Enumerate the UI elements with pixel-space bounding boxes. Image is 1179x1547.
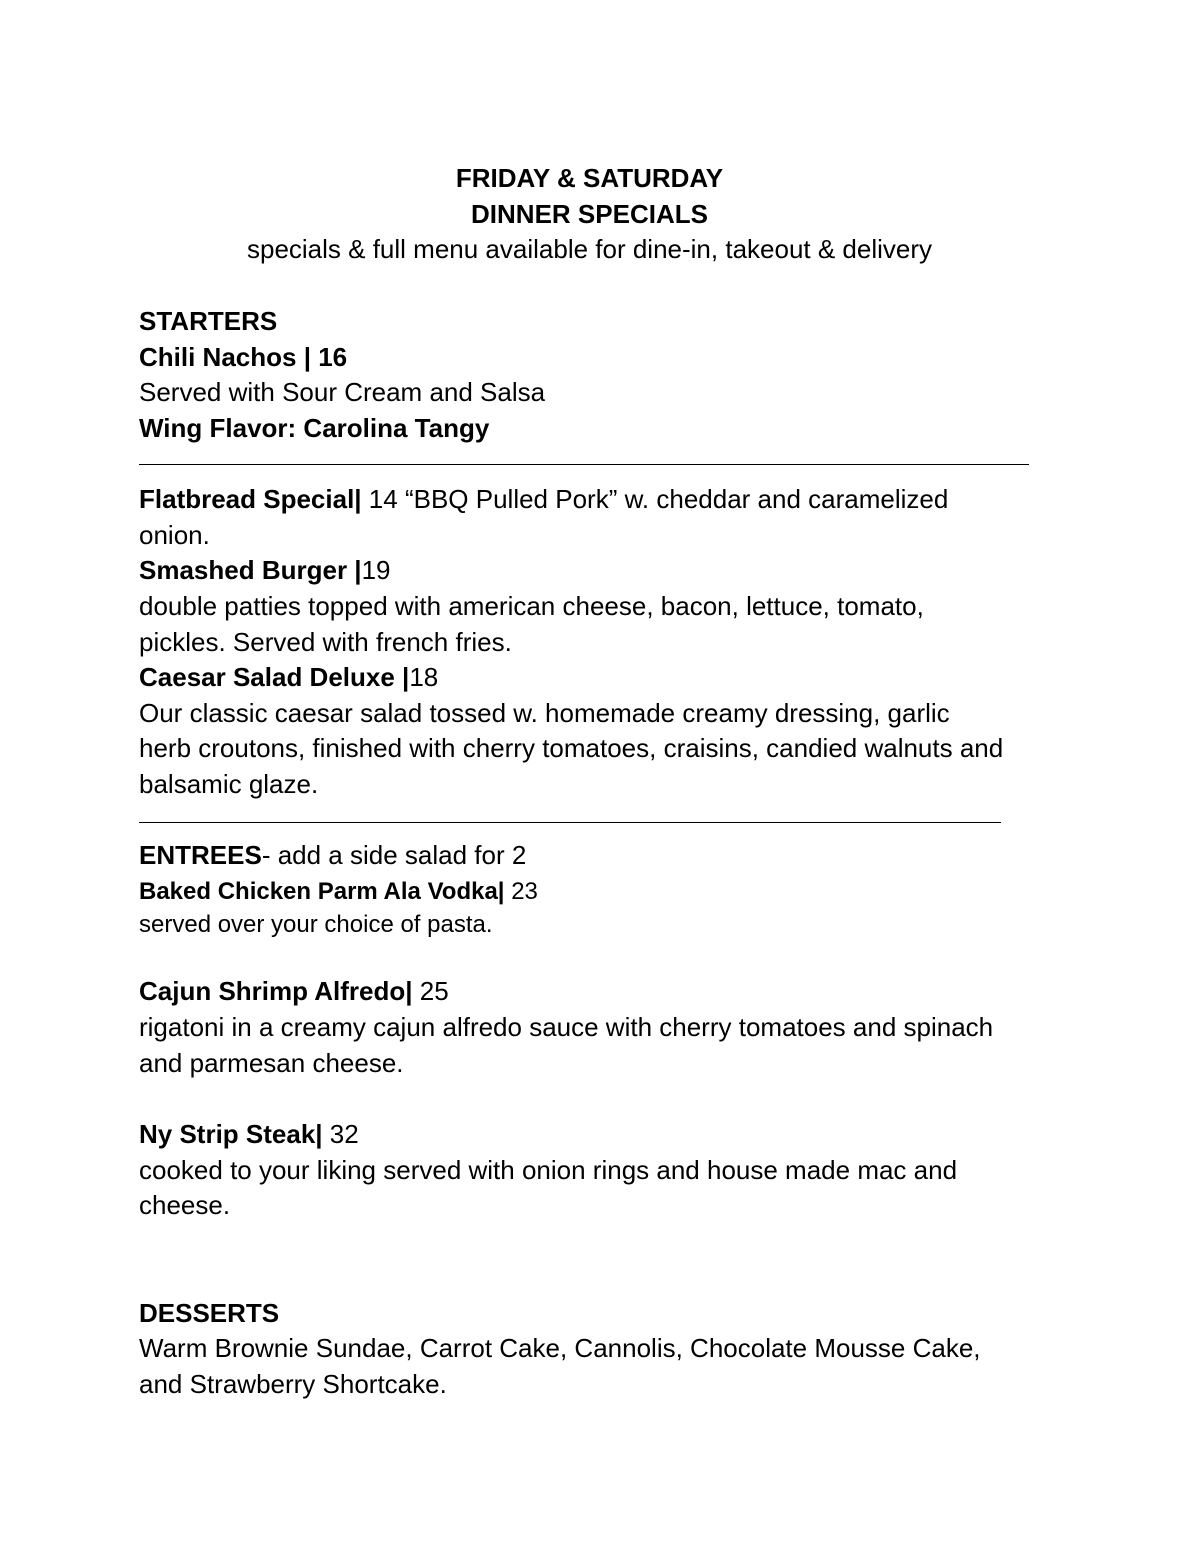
smashed-burger-title: Smashed Burger |: [139, 555, 362, 585]
desserts-heading: DESSERTS: [139, 1298, 280, 1328]
caesar-salad-item: [139, 660, 438, 696]
desserts-list-cont: and Strawberry Shortcake.: [139, 1369, 447, 1399]
flatbread-special-item: [139, 482, 948, 518]
desserts-list: Warm Brownie Sundae, Carrot Cake, Cannolis, Chocolate Mousse Cake,: [139, 1333, 981, 1363]
chicken-parm-price: 23: [504, 878, 538, 905]
strip-steak-price: 32: [322, 1119, 359, 1149]
entrees-side-salad-note: - add a side salad for 2: [261, 840, 527, 870]
flatbread-special-title: Flatbread Special|: [139, 484, 362, 514]
menu-title: DINNER SPECIALS: [471, 199, 708, 229]
chili-nachos-description: Served with Sour Cream and Salsa: [139, 377, 546, 407]
smashed-burger-item: [139, 553, 390, 589]
chili-nachos-title: Chili Nachos | 16: [139, 342, 348, 372]
entrees-heading-line: [139, 838, 526, 874]
caesar-salad-description-end: balsamic glaze.: [139, 769, 319, 799]
section-divider: [139, 822, 1001, 823]
menu-title-days: FRIDAY & SATURDAY: [455, 163, 724, 193]
flatbread-special-description: 14 “BBQ Pulled Pork” w. cheddar and caramelized: [361, 484, 949, 514]
shrimp-alfredo-description-cont: and parmesan cheese.: [139, 1048, 404, 1078]
smashed-burger-description-cont: pickles. Served with french fries.: [139, 627, 512, 657]
flatbread-special-description-cont: onion.: [139, 520, 210, 550]
smashed-burger-price: 19: [361, 555, 391, 585]
strip-steak-title: Ny Strip Steak|: [139, 1119, 323, 1149]
shrimp-alfredo-description: rigatoni in a creamy cajun alfredo sauce with cherry tomatoes and spinach: [139, 1012, 994, 1042]
menu-subtitle: specials & full menu available for dine-in, takeout & delivery: [246, 234, 933, 264]
caesar-salad-price: 18: [409, 662, 439, 692]
shrimp-alfredo-price: 25: [412, 976, 449, 1006]
wing-flavor-label: Wing Flavor: Carolina Tangy: [139, 413, 490, 443]
strip-steak-item: [139, 1117, 359, 1153]
chicken-parm-title: Baked Chicken Parm Ala Vodka|: [139, 878, 505, 905]
smashed-burger-description: double patties topped with american cheese, bacon, lettuce, tomato,: [139, 591, 924, 621]
chicken-parm-item: [139, 874, 538, 910]
shrimp-alfredo-title: Cajun Shrimp Alfredo|: [139, 976, 413, 1006]
strip-steak-description: cooked to your liking served with onion rings and house made mac and: [139, 1155, 958, 1185]
caesar-salad-description-cont: herb croutons, finished with cherry tomatoes, craisins, candied walnuts and: [139, 733, 1004, 763]
chicken-parm-description: served over your choice of pasta.: [139, 911, 493, 938]
caesar-salad-title: Caesar Salad Deluxe |: [139, 662, 410, 692]
strip-steak-description-cont: cheese.: [139, 1190, 231, 1220]
shrimp-alfredo-item: [139, 974, 449, 1010]
starters-heading: STARTERS: [139, 306, 278, 336]
section-divider: [139, 464, 1029, 465]
caesar-salad-description: Our classic caesar salad tossed w. homemade creamy dressing, garlic: [139, 698, 950, 728]
entrees-heading: ENTREES: [139, 840, 262, 870]
